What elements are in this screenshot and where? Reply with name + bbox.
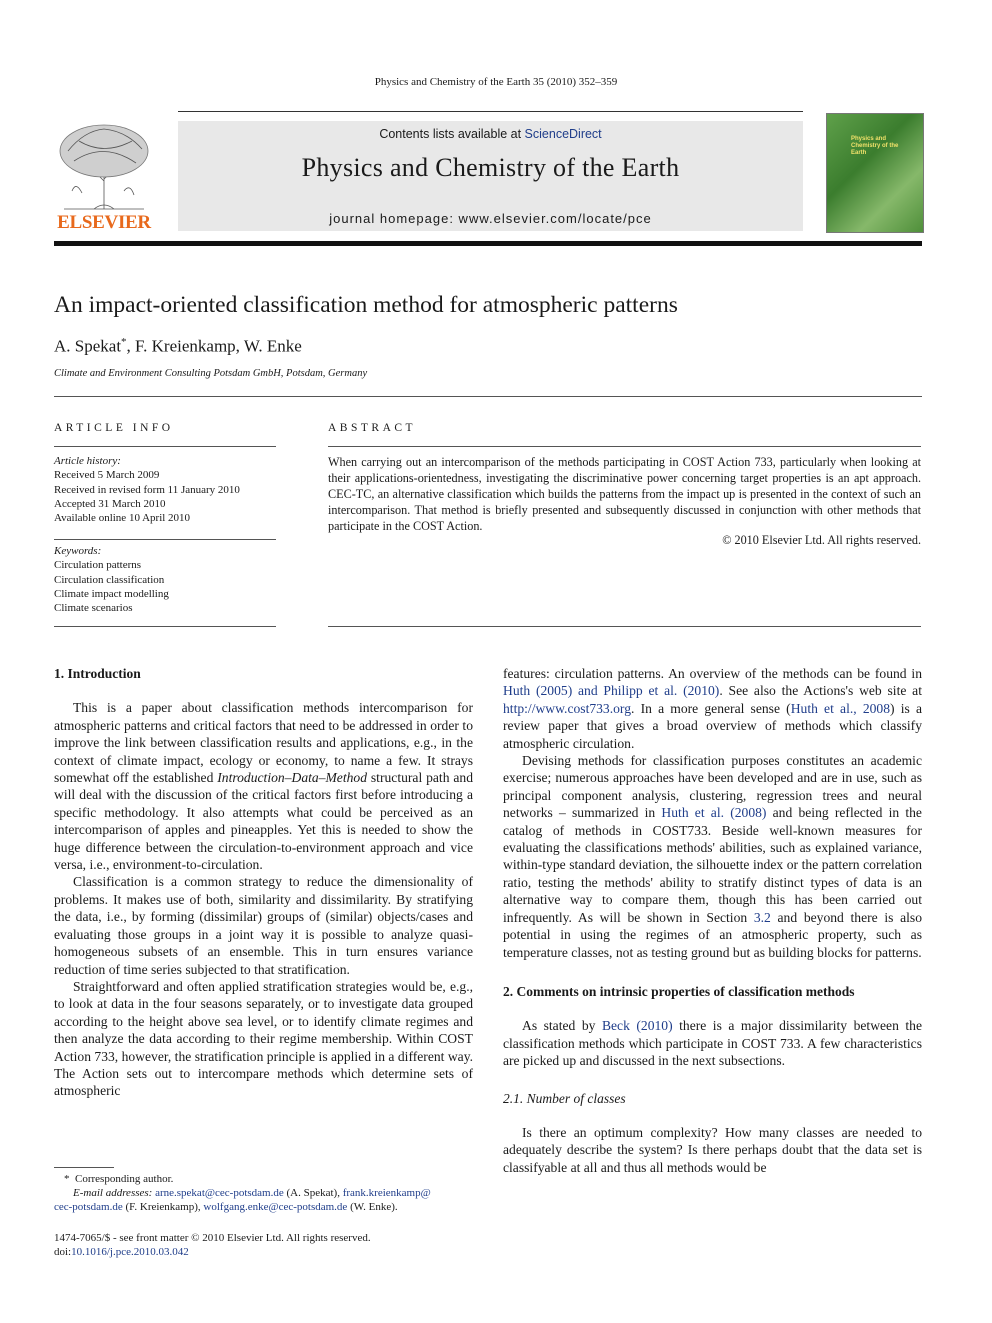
doi-line (54, 1245, 474, 1259)
text-run: . In a more general sense ( (631, 700, 791, 716)
text-run: As stated by (522, 1018, 602, 1034)
subsection-heading-number-of-classes: 2.1. Number of classes (503, 1090, 626, 1106)
front-matter-line: 1474-7065/$ - see front matter © 2010 Elsevier Ltd. All rights reserved. (54, 1232, 371, 1244)
intro-paragraph-2: Classification is a common strategy to reduce the dimensionality of problems. It makes use of both, similarity and dissimilarity. By stratifying the data, i.e., by forming (dissimilar) groups of (similar) objects/cases and evaluating those groups in a joint way it is possible to analyze quasi-homogeneous subsets of an ensemble. This in turn ensures variance reduction of time series subjected to that stratification. (54, 874, 473, 977)
text-run: Devising methods for classification purposes constitutes an academic exercise; numerous approaches have been developed and are in use, such as principal component analysis, clustering, regression trees and neural networks – summarized in (503, 753, 922, 821)
email-link[interactable]: frank.kreienkamp@ (342, 1187, 431, 1199)
text-run: structural path and will deal with the discussion of the critical factors first before introducing a specific methodology. It also attempts what could be perceived as an intercomparison of apples and pineapples. Yet this is needed to show the huge difference between the circulation-to-environment approach and vice versa, i.e., environment-to-circulation. (54, 770, 474, 873)
footnote (54, 1172, 474, 1214)
abstract-heading: ABSTRACT (328, 422, 417, 434)
info-bottom-rule (54, 626, 276, 627)
text-run-italic: Introduction–Data–Method (217, 770, 368, 786)
footnote-rule (54, 1167, 114, 1168)
accepted-date: Accepted 31 March 2010 (54, 497, 166, 510)
sciencedirect-link[interactable]: ScienceDirect (524, 127, 602, 141)
journal-reference: Physics and Chemistry of the Earth 35 (2010) 352–359 (374, 76, 618, 88)
author-others: , F. Kreienkamp, W. Enke (126, 336, 302, 356)
keyword-item: Circulation patterns (54, 559, 142, 572)
citation-link[interactable]: Huth et al. (2008) (661, 805, 767, 821)
right-paragraph-1 (503, 665, 922, 752)
email-label: E-mail addresses: (73, 1187, 153, 1199)
email-line (54, 1186, 474, 1200)
text-run: features: circulation patterns. An overview of the methods can be found in (503, 666, 922, 681)
text-run: This is a paper about classification methods intercomparison for atmospheric patterns and critical factors that need to be addressed in order to improve the link between classification results and applications, e.g., in the context of climate impact, ecology or economy, to name a few. It strays somewhat off the established (54, 700, 473, 786)
journal-banner (178, 121, 803, 231)
journal-title: Physics and Chemistry of the Earth (301, 153, 680, 182)
journal-homepage[interactable]: journal homepage: www.elsevier.com/locate/pce (329, 211, 652, 226)
keywords (54, 544, 276, 615)
email-link[interactable]: wolfgang.enke@cec-potsdam.de (203, 1201, 348, 1213)
affiliation: Climate and Environment Consulting Potsdam GmbH, Potsdam, Germany (54, 368, 368, 379)
header-top-rule (178, 111, 803, 112)
text-run: there is a major dissimilarity between the classification methods which participate in COST 733. A few characteristics are picked up and discussed in the next subsections. (503, 1018, 922, 1069)
keywords-label: Keywords: (54, 545, 102, 557)
footnote-mark: * (64, 1173, 70, 1185)
authors (54, 336, 302, 357)
text-run: Corresponding author. (75, 1173, 174, 1185)
abstract-rule (328, 446, 921, 447)
article-history (54, 454, 276, 525)
keyword-item: Climate impact modelling (54, 587, 169, 600)
email-line-2 (54, 1200, 474, 1214)
left-column (54, 665, 473, 1100)
received-date: Received 5 March 2009 (54, 469, 160, 482)
keyword-item: Circulation classification (54, 573, 165, 586)
cost733-url-link[interactable]: http://www.cost733.org (503, 700, 632, 716)
text-run: (W. Enke). (347, 1201, 398, 1213)
header-thick-rule (54, 241, 922, 246)
affil-rule (54, 396, 922, 397)
article-title: An impact-oriented classification method for atmospheric patterns (54, 292, 678, 318)
text-run: . See also the Actions's web site at (719, 683, 922, 699)
text-run: ) is a review paper that gives a broad overview of methods which classify atmospheric circulation. (503, 700, 922, 751)
section-link[interactable]: 3.2 (753, 909, 771, 925)
author-1[interactable]: A. Spekat (54, 336, 122, 356)
contents-prefix: Contents lists available at (379, 127, 525, 141)
keywords-rule (54, 539, 276, 540)
text-run: (A. Spekat), (283, 1187, 343, 1199)
citation-link[interactable]: Huth (2005) and Philipp et al. (2010) (503, 683, 720, 699)
citation-link[interactable]: Huth et al., 2008 (790, 700, 891, 716)
revised-date: Received in revised form 11 January 2010 (54, 483, 240, 496)
abstract-bottom-rule (328, 626, 921, 627)
text-run: and being reflected in the catalog of methods in COST733. Beside well-known measures for evaluating the classifications methods' abilities, such as explained variance, within-type standard deviation, the silhouette index or the pattern correlation ratio, testing the methods' ability to stratify distinct types of data is an alternative way to compare them, though this has been carried out infrequently. As will be shown in Section (503, 805, 922, 925)
citation-link[interactable]: Beck (2010) (601, 1018, 673, 1034)
email-link[interactable]: cec-potsdam.de (54, 1201, 123, 1213)
online-date: Available online 10 April 2010 (54, 512, 191, 525)
contents-line (178, 127, 803, 141)
cover-title: Physics and Chemistry of the Earth (851, 136, 899, 156)
section-heading-comments: 2. Comments on intrinsic properties of classification methods (503, 983, 855, 999)
corresponding-author-note (54, 1172, 474, 1186)
section-heading-introduction: 1. Introduction (54, 666, 141, 681)
right-paragraph-3 (503, 1017, 922, 1069)
text-run: (F. Kreienkamp), (122, 1201, 204, 1213)
front-matter (54, 1231, 474, 1259)
article-info-heading: ARTICLE INFO (54, 422, 174, 434)
intro-paragraph-3: Straightforward and often applied stratification strategies would be, e.g., to look at data in the four seasons separately, or to investigate data grouped according to the height above sea level, or to identify climate regimes and then analyze the data according to their regime membership. Within COST Action 733, however, the stratification principle is applied in a different way. The Action sets out to intercompare methods which determine sets of atmospheric (54, 978, 473, 1099)
history-label: Article history: (54, 455, 121, 467)
article-info-rule (54, 446, 276, 447)
keyword-item: Climate scenarios (54, 602, 133, 615)
corresponding-mark[interactable]: * (121, 336, 127, 348)
doi-link[interactable]: 10.1016/j.pce.2010.03.042 (71, 1246, 189, 1258)
abstract-copyright: © 2010 Elsevier Ltd. All rights reserved. (722, 533, 921, 547)
intro-paragraph-1 (54, 699, 473, 873)
right-paragraph-4: Is there an optimum complexity? How many classes are needed to adequately describe the system? Is there perhaps doubt that the data set is classifyable at all and thus all methods would be (503, 1124, 922, 1175)
doi-label: doi: (54, 1246, 72, 1258)
journal-cover-image (826, 113, 924, 233)
text-run: and beyond there is also potential in using the regimes of an atmospheric property, such as temperature classes, not as testing ground but as building blocks for patterns. (503, 909, 922, 960)
right-column (503, 665, 922, 1176)
abstract-text: When carrying out an intercomparison of the methods participating in COST Action 733, particularly when looking at their applications-orientedness, investigating the discriminative power concerning target properties is an apt approach. CEC-TC, an alternative classification which builds the patterns from the impact up is presented in the context of such an intercomparison. That method is briefly presented and subsequently discussed in conjunction with other methods that participate in the COST Action. (328, 455, 921, 533)
elsevier-wordmark: ELSEVIER (57, 212, 151, 233)
right-paragraph-2 (503, 752, 922, 961)
email-link[interactable]: arne.spekat@cec-potsdam.de (155, 1187, 284, 1199)
